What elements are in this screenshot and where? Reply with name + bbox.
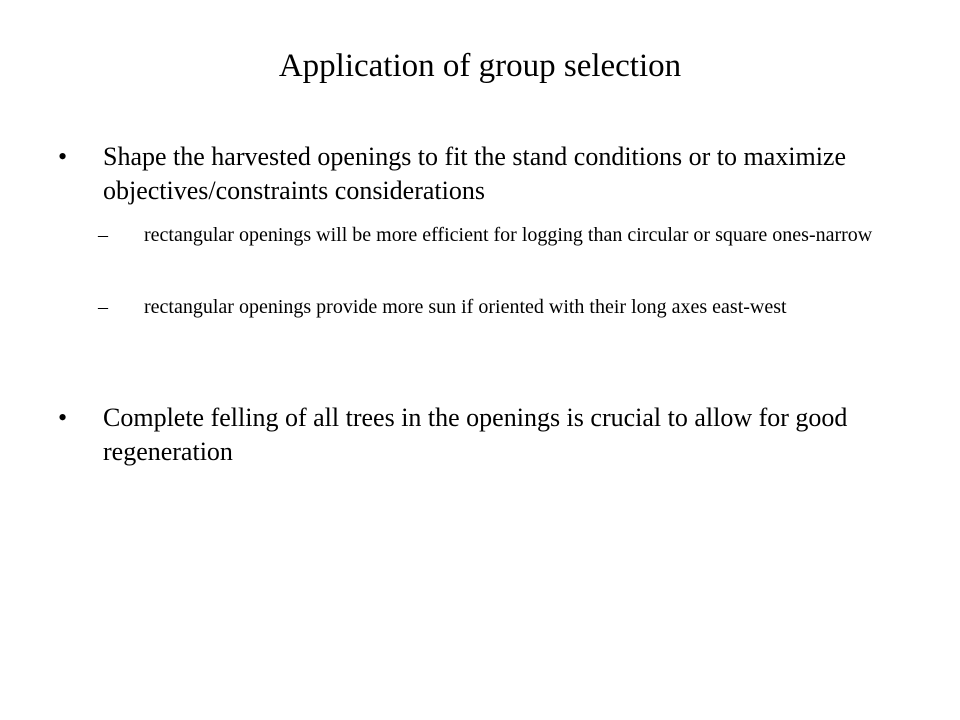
slide-title: Application of group selection [278, 48, 682, 84]
bullet-marker: • [58, 142, 68, 171]
sub-bullet-text: rectangular openings provide more sun if oriented with their long axes east-west [144, 296, 787, 318]
bullet-text: Complete felling of all trees in the openings is crucial to allow for good regeneration [103, 403, 848, 466]
sub-bullet-marker: – [98, 224, 108, 246]
bullet-item [58, 140, 878, 208]
sub-bullet-item [98, 221, 878, 250]
bullet-marker: • [58, 403, 68, 432]
sub-bullet-text: rectangular openings will be more efficient for logging than circular or square ones-narrow [144, 224, 873, 246]
sub-bullet-item [98, 293, 878, 322]
sub-bullet-marker: – [98, 296, 108, 318]
bullet-item [58, 401, 878, 469]
bullet-text: Shape the harvested openings to fit the stand conditions or to maximize objectives/constraints considerations [103, 142, 847, 205]
